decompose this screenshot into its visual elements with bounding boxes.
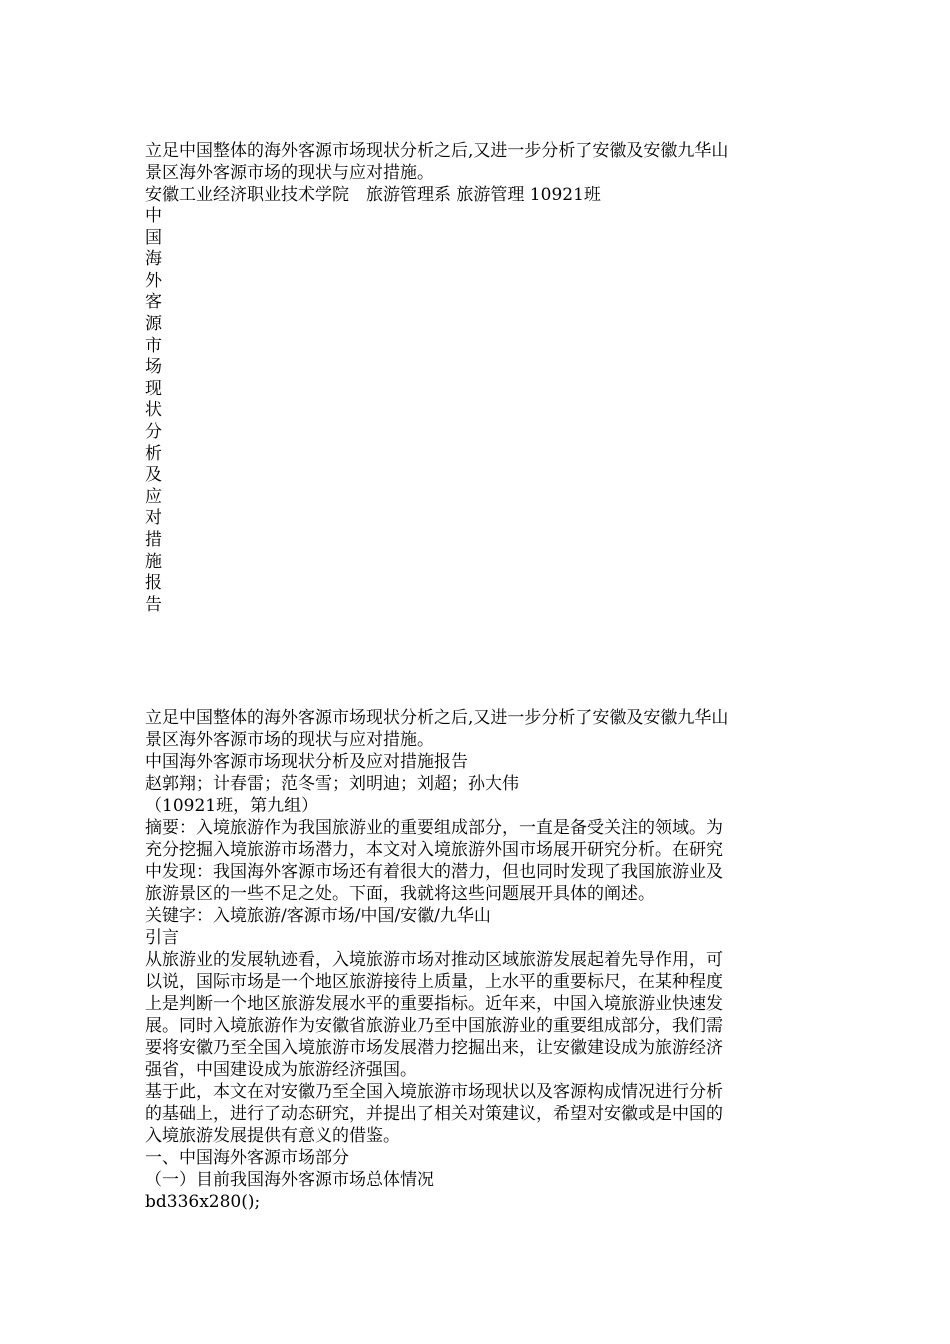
vertical-title-char: 应 bbox=[145, 486, 162, 507]
vertical-title-char: 分 bbox=[145, 421, 162, 442]
vertical-title-char: 报 bbox=[145, 573, 162, 594]
report-title: 中国海外客源市场现状分析及应对措施报告 bbox=[145, 752, 468, 773]
paragraph-line: 基于此，本文在对安徽乃至全国入境旅游市场现状以及客源构成情况进行分析 bbox=[145, 1082, 723, 1103]
vertical-title-char: 市 bbox=[145, 335, 162, 356]
vertical-title-char: 析 bbox=[145, 443, 162, 464]
vertical-title bbox=[145, 206, 165, 616]
body-intro-line-2: 景区海外客源市场的现状与应对措施。 bbox=[145, 730, 434, 751]
paragraph-line: 以说，国际市场是一个地区旅游接待上质量，上水平的重要标尺，在某种程度 bbox=[145, 972, 723, 993]
abstract-line: 旅游景区的一些不足之处。下面，我就将这些问题展开具体的阐述。 bbox=[145, 884, 655, 905]
paragraph-line: 从旅游业的发展轨迹看，入境旅游市场对推动区域旅游发展起着先导作用，可 bbox=[145, 950, 723, 971]
top-intro-line-1: 立足中国整体的海外客源市场现状分析之后,又进一步分析了安徽及安徽九华山 bbox=[145, 141, 729, 161]
vertical-title-char: 源 bbox=[145, 313, 162, 334]
vertical-title-char: 中 bbox=[145, 206, 162, 226]
vertical-title-char: 措 bbox=[145, 529, 162, 550]
section-heading: 一、中国海外客源市场部分 bbox=[145, 1148, 349, 1169]
intro-heading: 引言 bbox=[145, 928, 179, 949]
top-intro-line-2: 景区海外客源市场的现状与应对措施。 bbox=[145, 163, 434, 183]
paragraph-line: 要将安徽乃至全国入境旅游市场发展潜力挖掘出来，让安徽建设成为旅游经济 bbox=[145, 1038, 723, 1059]
vertical-title-char: 对 bbox=[145, 508, 162, 529]
paragraph-line: 上是判断一个地区旅游发展水平的重要指标。近年来，中国入境旅游业快速发 bbox=[145, 994, 723, 1015]
vertical-title-char: 外 bbox=[145, 270, 162, 291]
vertical-title-char: 现 bbox=[145, 378, 162, 399]
paragraph-line: 展。同时入境旅游作为安徽省旅游业乃至中国旅游业的重要组成部分，我们需 bbox=[145, 1016, 723, 1037]
paragraph-line: 入境旅游发展提供有意义的借鉴。 bbox=[145, 1126, 400, 1147]
code-line: bd336x280(); bbox=[145, 1192, 261, 1213]
vertical-title-char: 海 bbox=[145, 249, 162, 270]
subsection-heading: （一）目前我国海外客源市场总体情况 bbox=[145, 1170, 434, 1191]
paragraph-line: 强省，中国建设成为旅游经济强国。 bbox=[145, 1060, 417, 1081]
paragraph-line: 的基础上，进行了动态研究，并提出了相关对策建议，希望对安徽或是中国的 bbox=[145, 1104, 723, 1125]
vertical-title-char: 及 bbox=[145, 465, 162, 486]
vertical-title-char: 施 bbox=[145, 551, 162, 572]
authors: 赵郭翔；计春雷；范冬雪；刘明迪；刘超；孙大伟 bbox=[145, 774, 519, 795]
affiliation: 安徽工业经济职业技术学院 旅游管理系 旅游管理 10921班 bbox=[145, 185, 601, 205]
vertical-title-char: 状 bbox=[145, 400, 162, 421]
group-label: （10921班，第九组） bbox=[145, 796, 319, 817]
vertical-title-char: 场 bbox=[145, 357, 162, 378]
abstract-line: 中发现：我国海外客源市场还有着很大的潜力，但也同时发现了我国旅游业及 bbox=[145, 862, 723, 883]
vertical-title-char: 告 bbox=[145, 594, 162, 615]
body-intro-line-1: 立足中国整体的海外客源市场现状分析之后,又进一步分析了安徽及安徽九华山 bbox=[145, 708, 729, 729]
vertical-title-char: 客 bbox=[145, 292, 162, 313]
abstract-line: 摘要：入境旅游作为我国旅游业的重要组成部分，一直是备受关注的领域。为 bbox=[145, 818, 723, 839]
abstract-line: 充分挖掘入境旅游市场潜力，本文对入境旅游外国市场展开研究分析。在研究 bbox=[145, 840, 723, 861]
keywords: 关键字：入境旅游/客源市场/中国/安徽/九华山 bbox=[145, 906, 491, 927]
vertical-title-char: 国 bbox=[145, 227, 162, 248]
spacer bbox=[145, 616, 810, 707]
document-page bbox=[145, 140, 810, 1213]
